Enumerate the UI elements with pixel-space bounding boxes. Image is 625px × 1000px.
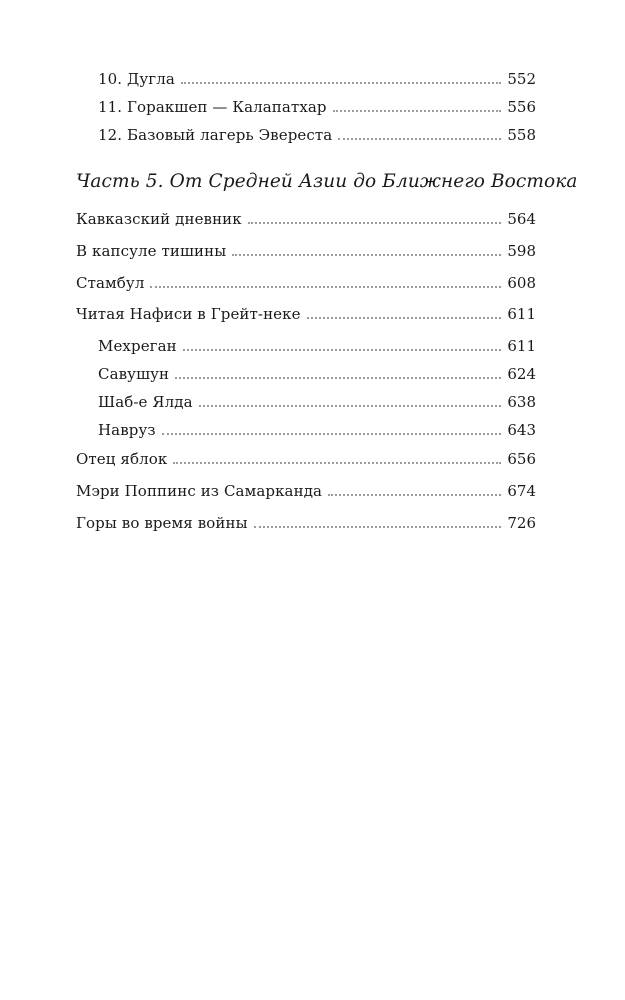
toc-entry bbox=[98, 124, 536, 146]
toc-entry-title: Савушун bbox=[98, 365, 170, 383]
toc-entry-title: Шаб-е Ялда bbox=[98, 393, 193, 411]
part-heading: Часть 5. От Средней Азии до Ближнего Востока bbox=[76, 171, 578, 192]
dot-leader bbox=[338, 137, 501, 140]
toc-entry-page: 556 bbox=[507, 98, 536, 116]
toc-entry-page: 726 bbox=[507, 514, 536, 532]
toc-subentry bbox=[98, 419, 536, 441]
dot-leader bbox=[328, 493, 501, 496]
toc-subentry bbox=[98, 391, 536, 413]
toc-entry-page: 558 bbox=[507, 126, 536, 144]
dot-leader bbox=[333, 109, 502, 112]
toc-subentry bbox=[98, 363, 536, 385]
toc-entry-page: 674 bbox=[507, 482, 536, 500]
dot-leader bbox=[254, 525, 502, 528]
toc-entry-title: Отец яблок bbox=[76, 450, 168, 468]
toc-entry-title: 11. Горакшеп — Калапатхар bbox=[98, 98, 327, 116]
toc-entry-title: 12. Базовый лагерь Эвереста bbox=[98, 126, 333, 144]
toc-entry-page: 656 bbox=[507, 450, 536, 468]
toc-subentry bbox=[98, 335, 536, 357]
toc-entry-page: 611 bbox=[507, 305, 536, 323]
toc-entry-title: Стамбул bbox=[76, 274, 145, 292]
dot-leader bbox=[175, 376, 501, 379]
toc-entry bbox=[76, 240, 536, 262]
toc-entry-title: Читая Нафиси в Грейт-неке bbox=[76, 305, 301, 323]
toc-entry-page: 638 bbox=[507, 393, 536, 411]
toc-entry bbox=[98, 96, 536, 118]
toc-entry-title: 10. Дугла bbox=[98, 70, 175, 88]
dot-leader bbox=[183, 348, 502, 351]
dot-leader bbox=[307, 316, 502, 319]
toc-entry-page: 624 bbox=[507, 365, 536, 383]
toc-entry-title: Навруз bbox=[98, 421, 156, 439]
toc-entry bbox=[98, 68, 536, 90]
toc-entry bbox=[76, 512, 536, 534]
dot-leader bbox=[199, 404, 502, 407]
toc-entry-title: Кавказский дневник bbox=[76, 210, 242, 228]
toc-entry bbox=[76, 448, 536, 470]
dot-leader bbox=[232, 253, 501, 256]
dot-leader bbox=[162, 432, 502, 435]
toc-entry-title: Мэри Поппинс из Самарканда bbox=[76, 482, 323, 500]
toc-entry-page: 611 bbox=[507, 337, 536, 355]
dot-leader bbox=[173, 461, 501, 464]
toc-entry bbox=[76, 208, 536, 230]
dot-leader bbox=[150, 285, 501, 288]
toc-entry-page: 643 bbox=[507, 421, 536, 439]
toc-entry-page: 564 bbox=[507, 210, 536, 228]
toc-entry-title: В капсуле тишины bbox=[76, 242, 227, 260]
toc-entry bbox=[76, 272, 536, 294]
toc-entry-title: Горы во время войны bbox=[76, 514, 248, 532]
dot-leader bbox=[181, 81, 501, 84]
toc-entry-title: Мехреган bbox=[98, 337, 177, 355]
toc-entry bbox=[76, 303, 536, 325]
toc-entry-page: 598 bbox=[507, 242, 536, 260]
toc-entry-page: 608 bbox=[507, 274, 536, 292]
toc-entry bbox=[76, 480, 536, 502]
toc-entry-page: 552 bbox=[507, 70, 536, 88]
dot-leader bbox=[248, 221, 502, 224]
